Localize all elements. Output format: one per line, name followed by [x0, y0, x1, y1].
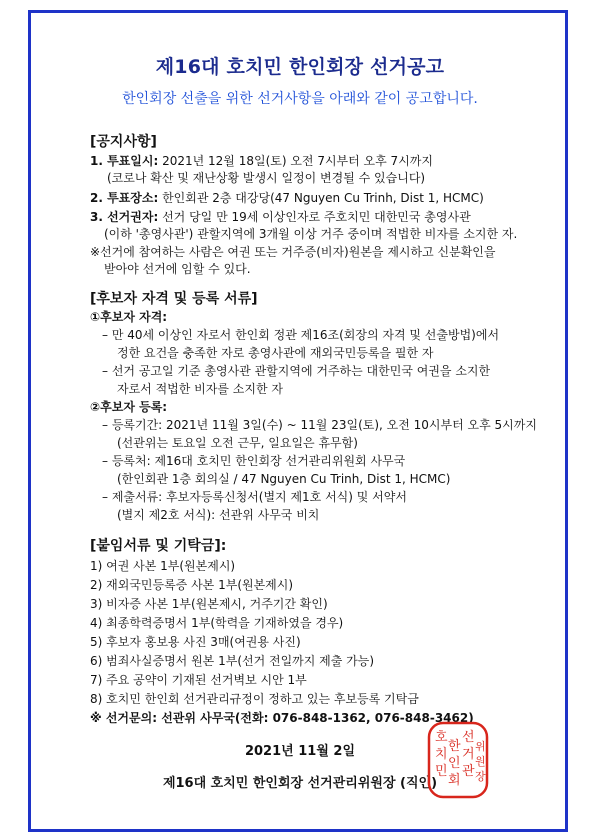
attachment-item: 2) 재외국민등록증 사본 1부(원본제시) — [90, 578, 294, 592]
candidate-qualification-1: – 만 40세 이상인 자로서 한인회 정관 제16조(회장의 자격 및 선출방법)에서 — [102, 328, 500, 342]
registration-documents-cont: (별지 제2호 서식): 선관위 사무국 비치 — [117, 508, 320, 522]
attachment-item: 5) 후보자 홍보용 사진 3매(여권용 사진) — [90, 635, 301, 649]
notice-heading: [공지사항] — [90, 134, 157, 150]
notice-item-3: 3. 선거권자: 선거 당일 만 19세 이상인자로 주호치민 대한민국 총영사관 — [90, 210, 471, 224]
attachment-item: 1) 여권 사본 1부(원본제시) — [90, 559, 236, 573]
registration-place: – 등록처: 제16대 호치민 한인회장 선거관리위원회 사무국 — [102, 454, 406, 468]
attachments-heading: [붙임서류 및 기탁금]: — [90, 538, 227, 554]
seal-col-1: 호 치 민 — [435, 730, 448, 779]
registration-place-address: (한인회관 1층 회의실 / 47 Nguyen Cu Trinh, Dist 1, HCMC) — [117, 472, 451, 486]
candidate-qualification-2-cont: 자로서 적법한 비자를 소지한 자 — [117, 382, 283, 396]
registration-documents: – 제출서류: 후보자등록신청서(별지 제1호 서식) 및 서약서 — [102, 490, 407, 504]
candidate-qualification-heading: ①후보자 자격: — [90, 310, 168, 324]
notice-item-3-cont: (이하 '총영사관') 관할지역에 3개월 이상 거주 중이며 적법한 비자를 소지한 자. — [104, 227, 518, 241]
notice-remark-1: ※선거에 참여하는 사람은 여권 또는 거주증(비자)원본을 제시하고 신분확인을 — [90, 245, 496, 259]
seal-col-2: 한 인 회 — [448, 739, 461, 788]
notice-item-2: 2. 투표장소: 한인회관 2층 대강당(47 Nguyen Cu Trinh, Dist 1, HCMC) — [90, 191, 484, 205]
notice-remark-2: 받아야 선거에 임할 수 있다. — [104, 262, 251, 276]
election-inquiry: ※ 선거문의: 선관위 사무국(전화: 076-848-1362, 076-848-3462) — [90, 711, 474, 725]
attachment-item: 4) 최종학력증명서 1부(학력을 기재하였을 경우) — [90, 616, 344, 630]
notice-item-1-note: (코로나 확산 및 재난상황 발생시 일정이 변경될 수 있습니다) — [107, 171, 426, 185]
registration-period-note: (선관위는 토요일 오전 근무, 일요일은 휴무함) — [117, 436, 358, 450]
official-seal-stamp — [426, 720, 490, 800]
candidate-heading: [후보자 자격 및 등록 서류] — [90, 291, 258, 307]
issuing-authority: 제16대 호치민 한인회장 선거관리위원장 (직인) — [162, 776, 438, 791]
page-subtitle: 한인회장 선출을 위한 선거사항을 아래와 같이 공고합니다. — [122, 91, 478, 107]
attachment-item: 7) 주요 공약이 기재된 선거벽보 시안 1부 — [90, 673, 307, 687]
page-title: 제16대 호치민 한인회장 선거공고 — [155, 56, 445, 78]
announcement-date: 2021년 11월 2일 — [244, 744, 356, 759]
attachment-item: 8) 호치민 한인회 선거관리규정이 정하고 있는 후보등록 기탁금 — [90, 692, 419, 706]
seal-col-3: 선 거 관 — [462, 730, 475, 779]
notice-item-1: 1. 투표일시: 2021년 12월 18일(토) 오전 7시부터 오후 7시까지 — [90, 154, 433, 168]
candidate-qualification-2: – 선거 공고일 기준 총영사관 관할지역에 거주하는 대한민국 여권을 소지한 — [102, 364, 491, 378]
registration-period: – 등록기간: 2021년 11월 3일(수) ~ 11월 23일(토), 오전 10시부터 오후 5시까지 — [102, 418, 537, 432]
seal-col-4: 위 원 장 — [475, 740, 486, 783]
attachment-item: 3) 비자증 사본 1부(원본제시, 거주기간 확인) — [90, 597, 328, 611]
candidate-qualification-1-cont: 정한 요건을 충족한 자로 총영사관에 재외국민등록을 필한 자 — [117, 346, 434, 360]
candidate-registration-heading: ②후보자 등록: — [90, 400, 168, 414]
attachment-item: 6) 범죄사실증명서 원본 1부(선거 전일까지 제출 가능) — [90, 654, 375, 668]
